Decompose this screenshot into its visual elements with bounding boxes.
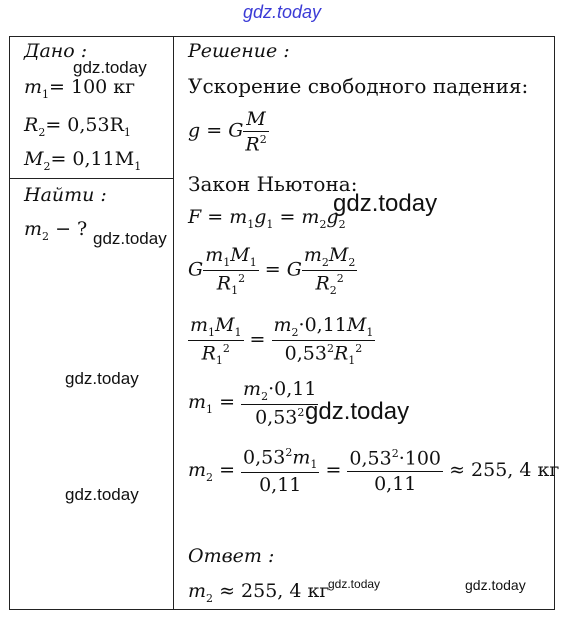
column-divider xyxy=(173,36,174,610)
watermark: gdz.today xyxy=(333,190,438,217)
formula-m1: $m_1$ = $\frac{m_2\cdot 0,11}{0,53^2}$ xyxy=(188,378,317,429)
watermark: gdz.today xyxy=(328,577,381,591)
watermark-top: gdz.today xyxy=(243,2,322,22)
formula-gravity: g = G $\frac{M}{R^2}$ xyxy=(188,108,267,156)
answer-header: Ответ : xyxy=(188,545,275,567)
formula-m2: $m_2$ = $\frac{0,53^2m_1}{0,11}$ = $\frac{0,53^2\cdot 100}{0,11}$ ≈ 255, 4 кг xyxy=(188,446,560,497)
given-m2: $M_2= 0,11M_1$ xyxy=(24,148,142,173)
given-m1: $m_1= 100$ кг xyxy=(24,76,136,101)
watermark: gdz.today xyxy=(73,58,147,77)
newton-title: Закон Ньютона: xyxy=(188,172,358,196)
solution-header: Решение : xyxy=(188,40,290,62)
watermark: gdz.today xyxy=(465,577,526,593)
watermark: gdz.today xyxy=(305,398,410,425)
given-r2: $R_2= 0,53R_1$ xyxy=(24,114,131,139)
given-header: Дано : xyxy=(24,40,88,62)
given-find-divider xyxy=(9,178,174,179)
formula-newton: $F = m_1g_1 = m_2g_2$ xyxy=(188,206,346,231)
gravity-title: Ускорение свободного падения: xyxy=(188,74,529,98)
find-header: Найти : xyxy=(24,184,107,206)
watermark: gdz.today xyxy=(65,485,139,504)
formula-substitution: $\frac{m_1M_1}{R_1^2}$ = $\frac{m_2\cdot 0,11M_1}{0,53^2R_1^2}$ xyxy=(190,314,374,367)
formula-equality: G $\frac{m_1M_1}{R_1^2}$ = G $\frac{m_2M_2}{R_2^2}$ xyxy=(188,244,356,297)
watermark: gdz.today xyxy=(65,369,139,388)
find-m2: $m_2$ − ? xyxy=(24,218,88,243)
answer-value: $m_2 \approx 255$, 4 кг xyxy=(188,580,330,605)
watermark: gdz.today xyxy=(93,229,167,248)
